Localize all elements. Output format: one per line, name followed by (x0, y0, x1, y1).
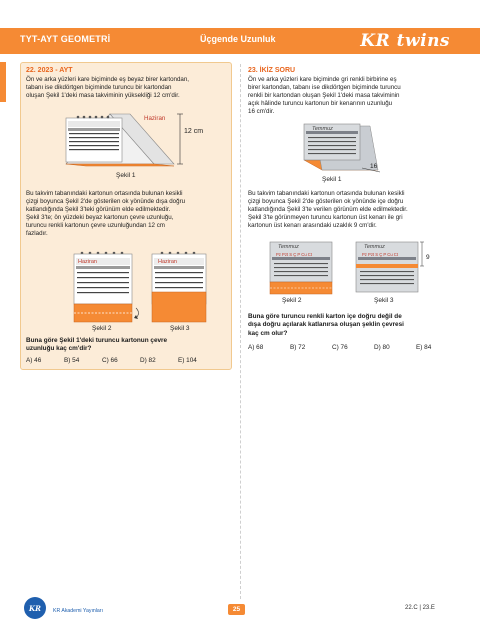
option-c[interactable]: C) 76 (332, 344, 348, 351)
text-line: Ön ve arka yüzleri kare biçiminde gri renkli birbirine eş (248, 76, 397, 83)
q23-fig3-dim-label: 9 (426, 254, 430, 261)
text-line: katlandığında Şekil 3'teki görünüm elde edilmektedir. (26, 206, 171, 214)
side-tab (0, 62, 6, 102)
text-line: Şekil 3'te; ön yüzdeki beyaz kartonun çevre uzunluğu, (26, 214, 174, 222)
publisher-name: KR Akademi Yayınları (53, 608, 103, 614)
q22-fig1-caption: Şekil 1 (116, 172, 136, 179)
page-number: 25 (228, 604, 245, 615)
q22-calendar-month-label: Haziran (144, 115, 166, 122)
option-b[interactable]: B) 72 (290, 344, 306, 351)
topic-title: Üçgende Uzunluk (200, 34, 276, 44)
question-23-prompt (248, 313, 462, 338)
footer-logo: KR (24, 597, 46, 619)
text-line: kaç cm olur? (248, 329, 288, 337)
q22-fig3-month-label: Haziran (158, 259, 177, 265)
text-line: renkli bir kartondan oluşan Şekil 1'deki masa takviminin (248, 92, 400, 100)
answer-key: 22.C | 23.E (405, 605, 435, 611)
text-line: birer kartondan, tabanı ise dikdörtgen biçiminde turuncu (248, 84, 401, 92)
q22-fig2-month-label: Haziran (78, 259, 97, 265)
option-c[interactable]: C) 66 (102, 357, 118, 364)
page-header (0, 28, 480, 54)
q22-fig2-caption: Şekil 2 (92, 325, 112, 332)
question-23-options (248, 344, 456, 351)
text-line: çizgi boyunca Şekil 2'de gösterilen ok yönünde içe doğru (248, 198, 404, 206)
text-line: Buna göre turuncu renkli karton içe doğru değil de (248, 313, 402, 320)
text-line: çizgi boyunca Şekil 2'de gösterilen ok yönünde dışa doğru (26, 198, 186, 206)
text-line: kartonun üst kenarı arasındaki uzaklık 9 cm'dir. (248, 222, 377, 230)
text-line: Şekil 3'te görünmeyen turuncu kartonun üst kenarı ile gri (248, 214, 403, 222)
q23-fig3-month-label: Temmuz (364, 244, 385, 250)
question-22-options (26, 357, 218, 364)
text-line: 16 cm'dir. (248, 108, 275, 116)
option-e[interactable]: E) 84 (416, 344, 432, 351)
question-22-prompt (26, 337, 232, 354)
column-divider (240, 64, 241, 599)
option-b[interactable]: B) 54 (64, 357, 80, 364)
q23-fig3-weekdays: Pz Pzt S Ç P Cu Ct (362, 252, 398, 257)
text-line: dışa doğru açılarak katlanırsa oluşan şeklin çevresi (248, 321, 404, 329)
question-22-figure-2 (64, 250, 142, 324)
question-22-figure-1 (60, 108, 210, 174)
q23-fig2-month-label: Temmuz (278, 244, 299, 250)
q22-fig1-height-label: 12 cm (184, 128, 204, 135)
q23-calendar-month-label: Temmuz (312, 126, 333, 132)
option-e[interactable]: E) 104 (178, 357, 197, 364)
question-23-number: 23. İKİZ SORU (248, 67, 296, 74)
q23-fig2-caption: Şekil 2 (282, 297, 302, 304)
q22-fig3-caption: Şekil 3 (170, 325, 190, 332)
q23-fig1-dim-label: 16 (370, 163, 378, 170)
text-line: Bu takvim tabanındaki kartonun ortasında bulunan kesikli (248, 190, 405, 197)
question-23-paragraph-2 (248, 190, 462, 230)
option-a[interactable]: A) 46 (26, 357, 42, 364)
question-23-paragraph-1 (248, 76, 462, 116)
text-line: katlandığında Şekil 3'te verilen görünüm elde edilmektedir. (248, 206, 408, 214)
question-22-paragraph-2 (26, 190, 232, 239)
subject-title: TYT-AYT GEOMETRİ (20, 34, 111, 44)
option-d[interactable]: D) 80 (374, 344, 390, 351)
q23-fig1-caption: Şekil 1 (322, 176, 342, 183)
q23-fig3-caption: Şekil 3 (374, 297, 394, 304)
question-22-number: 22. 2023 - AYT (26, 67, 73, 74)
text-line: tabanı ise dikdörtgen biçiminde turuncu bir kartondan (26, 84, 172, 92)
text-line: uzunluğu kaç cm'dir? (26, 345, 92, 353)
text-line: Ön ve arka yüzleri kare biçiminde eş beyaz birer kartondan, (26, 76, 190, 83)
option-d[interactable]: D) 82 (140, 357, 156, 364)
text-line: Bu takvim tabanındaki kartonun ortasında bulunan kesikli (26, 190, 183, 197)
text-line: turuncu renkli kartonun çevre uzunluğundan 12 cm (26, 222, 165, 230)
q23-fig2-weekdays: Pz Pzt S Ç P Cu Ct (276, 252, 312, 257)
text-line: oluşan Şekil 1'deki masa takviminin yüksekliği 12 cm'dir. (26, 92, 180, 100)
text-line: Buna göre Şekil 1'deki turuncu kartonun çevre (26, 337, 168, 344)
brand-text: KR twins (360, 31, 450, 51)
text-line: fazladır. (26, 230, 48, 238)
option-a[interactable]: A) 68 (248, 344, 264, 351)
question-22-paragraph-1 (26, 76, 232, 100)
text-line: açık hâlinde turuncu kartonun bir kenarının uzunluğu (248, 100, 393, 108)
brand-logo (360, 29, 450, 53)
